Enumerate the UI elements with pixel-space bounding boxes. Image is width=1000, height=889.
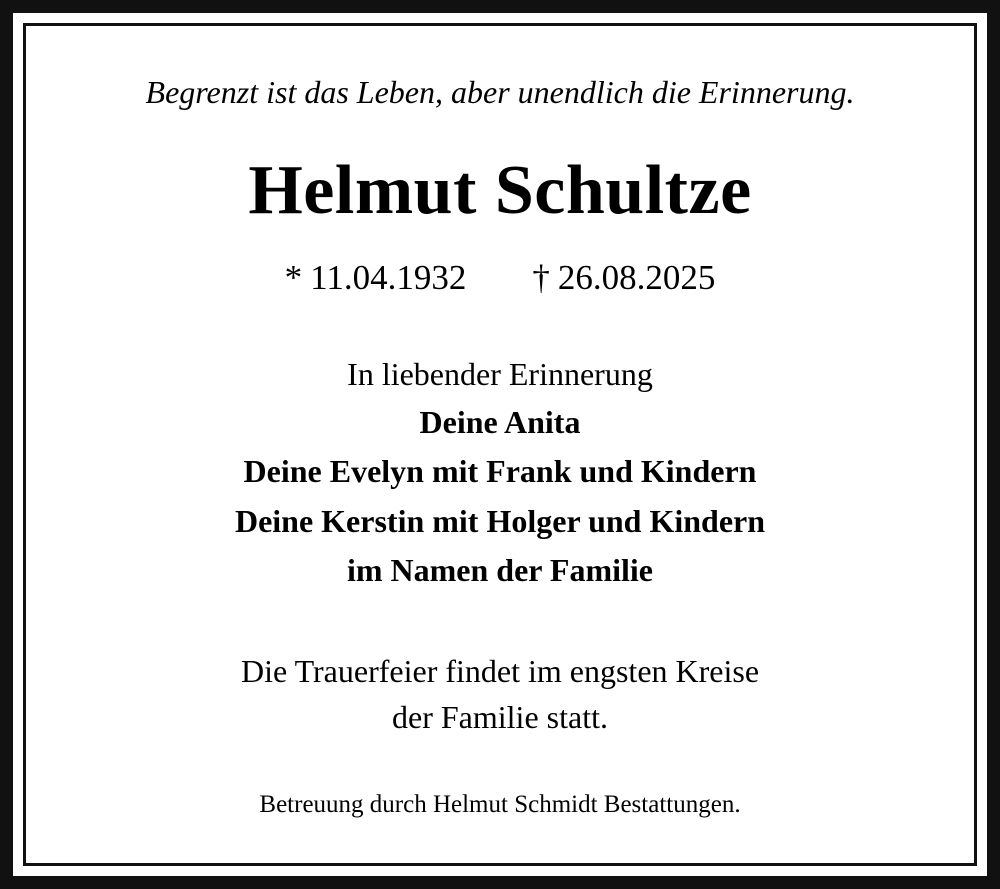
family-line: Deine Anita [419, 403, 581, 440]
family-line: Deine Evelyn mit Frank und Kindern [243, 453, 757, 490]
deceased-name: Helmut Schultze [248, 152, 752, 229]
death-date-value: 26.08.2025 [557, 257, 716, 297]
memory-block [235, 350, 765, 596]
death-date [532, 258, 715, 298]
family-line: Deine Kerstin mit Holger und Kindern [234, 502, 766, 539]
birth-star-icon: * [284, 257, 303, 297]
obituary-inner-frame [23, 23, 977, 866]
life-dates [285, 258, 716, 298]
cross-icon: † [532, 257, 550, 297]
memory-lead-text: In liebender Erinnerung [347, 355, 653, 392]
ceremony-line: der Familie statt. [392, 699, 608, 736]
funeral-provider: Betreuung durch Helmut Schmidt Bestattungen. [259, 790, 741, 818]
memorial-quote: Begrenzt ist das Leben, aber unendlich die Erinnerung. [145, 74, 855, 110]
ceremony-info [241, 648, 759, 741]
ceremony-line: Die Trauerfeier findet im engsten Kreise [240, 652, 760, 689]
birth-date [285, 258, 467, 298]
birth-date-value: 11.04.1932 [310, 257, 467, 297]
family-line: im Namen der Familie [346, 552, 653, 589]
